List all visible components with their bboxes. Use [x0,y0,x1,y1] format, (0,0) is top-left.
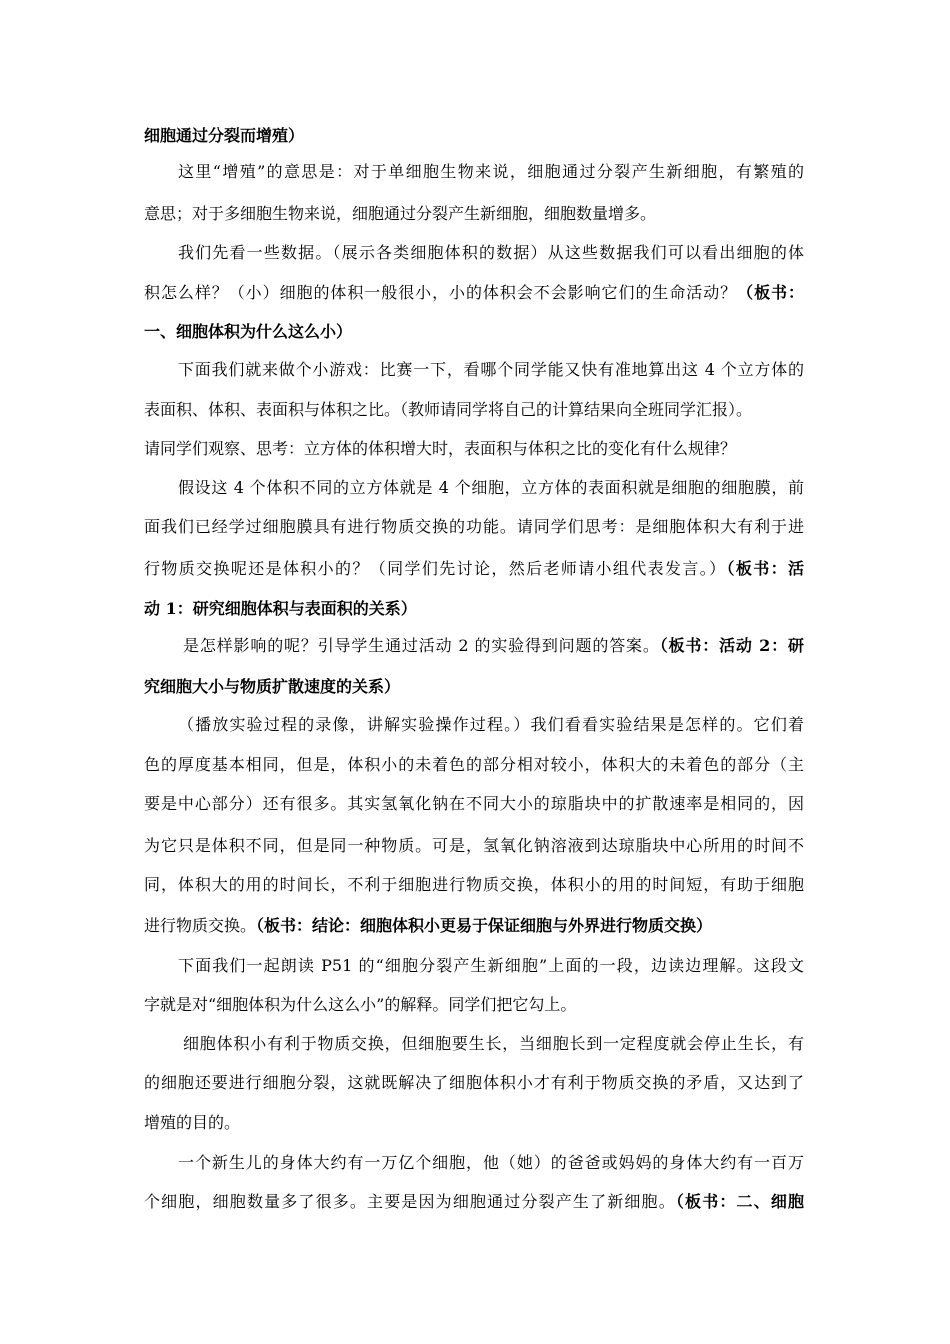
paragraph-line [178,954,804,978]
bold-text: （板书：活动 2：研 [659,636,804,655]
paragraph-line [144,597,804,621]
paragraph-line [144,914,804,938]
paragraph-line [144,437,804,461]
bold-text: 动 1：研究细胞体积与表面积的关系） [144,599,417,618]
paragraph-line [144,834,804,858]
body-text: 面我们已经学过细胞膜具有进行物质交换的功能。请同学们思考：是细胞体积大有利于进 [144,517,804,536]
body-text: 的细胞还要进行细胞分裂，这就既解决了细胞体积小才有利于物质交换的矛盾，又达到了 [144,1073,804,1092]
body-text: 为它只是体积不同，但是同一种物质。可是，氢氧化钠溶液到达琼脂块中心所用的时间不 [144,836,804,855]
body-text: 同，体积大的用的时间长，不利于细胞进行物质交换，体积小的用的时间短，有助于细胞 [144,875,804,894]
body-text: 进行物质交换。 [144,916,257,935]
bold-text: （板书： [737,283,804,302]
paragraph-line [144,1190,804,1214]
paragraph-line [183,634,804,658]
body-text: 意思；对于多细胞生物来说，细胞通过分裂产生新细胞，细胞数量增多。 [144,204,657,223]
paragraph-line [144,202,804,226]
paragraph-line [144,557,804,581]
body-text: 增殖的目的。 [144,1113,241,1132]
bold-text: （板书：结论：细胞体积小更易于保证细胞与外界进行物质交换） [256,916,713,935]
body-text: 一个新生儿的身体大约有一万亿个细胞，他（她）的爸爸或妈妈的身体大约有一百万 [178,1153,804,1172]
paragraph-line [144,993,804,1017]
body-text: 色的厚度基本相同，但是，体积小的未着色的部分相对较小，体积大的未着色的部分（主 [144,755,804,774]
body-text: 个细胞，细胞数量多了很多。主要是因为细胞通过分裂产生了新细胞。 [144,1192,676,1211]
paragraph-line [178,476,804,500]
body-text: 积怎么样？（小）细胞的体积一般很小，小的体积会不会影响它们的生命活动？ [144,283,738,302]
body-text: 这里“增殖”的意思是：对于单细胞生物来说，细胞通过分裂产生新细胞，有繁殖的 [178,162,804,181]
paragraph-line [144,515,804,539]
paragraph-line [144,675,804,699]
bold-text: （板书：二、细胞 [675,1192,804,1211]
bold-text: 一、细胞体积为什么这么小） [144,322,353,341]
paragraph-line [144,1071,804,1095]
section-heading [144,320,804,344]
body-text: 是怎样影响的呢？引导学生通过活动 2 的实验得到问题的答案。 [183,636,660,655]
body-text: 我们先看一些数据。（展示各类细胞体积的数据）从这些数据我们可以看出细胞的体 [178,243,804,262]
paragraph-line [144,792,804,816]
body-text: 假设这 4 个体积不同的立方体就是 4 个细胞，立方体的表面积就是细胞的细胞膜，前 [178,478,804,497]
body-text: 行物质交换呢还是体积小的？（同学们先讨论，然后老师请小组代表发言。） [144,559,727,578]
body-text: 下面我们就来做个小游戏：比赛一下，看哪个同学能又快有准地算出这 4 个立方体的 [178,360,804,379]
body-text: 请同学们观察、思考：立方体的体积增大时，表面积与体积之比的变化有什么规律？ [144,439,737,458]
paragraph-line [144,1111,804,1135]
bold-text: 细胞通过分裂而增殖） [144,126,305,145]
body-text: 细胞体积小有利于物质交换，但细胞要生长，当细胞长到一定程度就会停止生长，有 [183,1034,804,1053]
paragraph-line [183,1032,804,1056]
paragraph-line [178,358,804,382]
paragraph-line [178,160,804,184]
paragraph-line [144,124,804,148]
paragraph-line [178,713,804,737]
bold-text: 究细胞大小与物质扩散速度的关系） [144,677,401,696]
paragraph-line [144,753,804,777]
paragraph-line [178,241,804,265]
paragraph-line [144,873,804,897]
paragraph-line [144,398,804,422]
body-text: 字就是对“细胞体积为什么这么小”的解释。同学们把它勾上。 [144,995,577,1014]
paragraph-line [144,281,804,305]
body-text: 要是中心部分）还有很多。其实氢氧化钠在不同大小的琼脂块中的扩散速率是相同的，因 [144,794,804,813]
body-text: 下面我们一起朗读 P51 的“细胞分裂产生新细胞”上面的一段，边读边理解。这段文 [178,956,804,975]
paragraph-line [178,1151,804,1175]
body-text: （播放实验过程的录像，讲解实验操作过程。）我们看看实验结果是怎样的。它们着 [178,715,804,734]
bold-text: （板书：活 [726,559,804,578]
body-text: 表面积、体积、表面积与体积之比。（教师请同学将自己的计算结果向全班同学汇报）。 [144,400,753,419]
